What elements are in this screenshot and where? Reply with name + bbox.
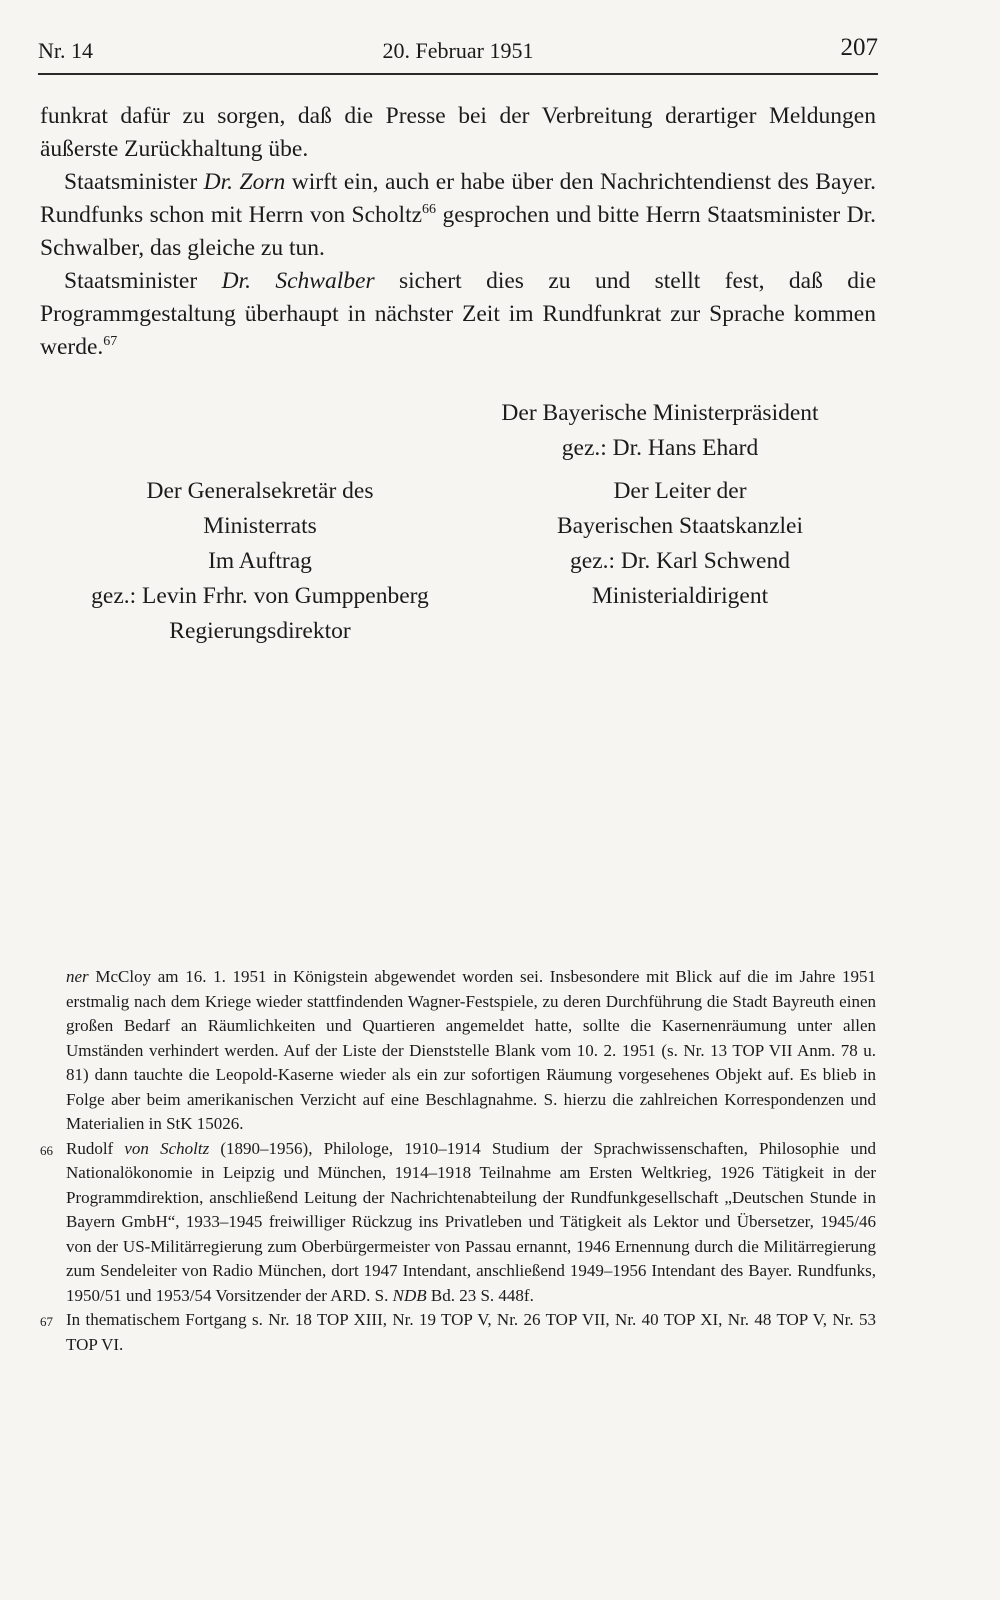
footnote-text: In thematischem Fortgang s. Nr. 18 TOP XIII, Nr. 19 TOP V, Nr. 26 TOP VII, Nr. 40 TOP XI, Nr. 48 TOP V, Nr. 53 TOP VI. <box>66 1310 876 1354</box>
paragraph-1 <box>40 100 876 166</box>
main-text <box>40 100 876 364</box>
header-rule <box>38 73 878 75</box>
paragraph-1-text: funkrat dafür zu sorgen, daß die Presse bei der Verbreitung derartiger Meldungen äußerste Zurückhaltung übe. <box>40 103 876 162</box>
footnote-67 <box>40 1308 876 1357</box>
footnote-text: McCloy am 16. 1. 1951 in Königstein abgewendet worden sei. Insbesondere mit Blick auf die im Jahre 1951 erstmalig nach dem Kriege wieder stattfindenden Wagner-Festspiele, zu deren Durchführung die Stadt Bayreuth einen großen Bedarf an Räumlichkeiten und Quartieren angemeldet hatte, sollte die Kasernenräumung unter allen Umständen verhindert werden. Auf der Liste der Dienststelle Blank vom 10. 2. 1951 (s. Nr. 13 TOP VII Anm. 78 u. 81) dann tauchte die Leopold-Kaserne wieder als ein zur sofortigen Räumung vorgesehenes Objekt auf. Es blieb in Folge aber beim amerikanischen Verzicht auf eine Beschlagnahme. S. hierzu die zahlreichen Korrespondenzen und Materialien in StK 15026. <box>66 967 876 1133</box>
footnote-66 <box>40 1137 876 1309</box>
signature-title: Der Bayerische Ministerpräsident <box>501 400 819 426</box>
speaker-name: Dr. Zorn <box>203 169 286 195</box>
footnote-reference: 67 <box>103 334 118 350</box>
reference-abbreviation: NDB <box>392 1285 427 1305</box>
speaker-name: Dr. Schwalber <box>221 268 375 294</box>
paragraph-3-text-start: Staatsminister <box>64 268 222 294</box>
signature-name: gez.: Dr. Hans Ehard <box>561 435 759 461</box>
signature-line: Der Leiter der <box>613 478 747 504</box>
signature-line: Ministerialdirigent <box>591 583 769 609</box>
running-header <box>38 34 878 70</box>
footnote-text: Rudolf <box>66 1138 125 1158</box>
signature-line: Der Generalsekretär des <box>146 478 374 504</box>
footnote-text: Bd. 23 S. 448f. <box>426 1285 534 1305</box>
document-number: Nr. 14 <box>38 38 93 63</box>
person-name: von Scholtz <box>124 1138 210 1158</box>
footnote-italic-text: ner <box>66 967 89 986</box>
page-number: 207 <box>840 34 878 61</box>
signature-staatskanzlei <box>500 474 860 614</box>
paragraph-2-text-start: Staatsminister <box>64 169 204 195</box>
signature-ministerpraesident <box>470 396 850 466</box>
signature-name: gez.: Dr. Karl Schwend <box>570 548 790 574</box>
signature-line: Ministerrats <box>203 513 317 539</box>
footnote-number: 67 <box>40 1314 53 1329</box>
signature-line: Bayerischen Staatskanzlei <box>556 513 803 539</box>
footnote-continuation <box>40 965 876 1137</box>
signature-line: Regierungsdirektor <box>169 618 351 644</box>
signature-generalsekretaer <box>60 474 460 649</box>
footnote-number: 66 <box>40 1142 53 1158</box>
paragraph-3 <box>40 265 876 364</box>
footnotes <box>40 965 876 1357</box>
footnote-reference: 66 <box>422 202 437 218</box>
signature-line: Im Auftrag <box>208 548 312 574</box>
paragraph-2-text-end: gesprochen und bitte Herrn Staatsminister Dr. Schwalber, das gleiche zu tun. <box>40 202 876 261</box>
paragraph-3-text-end: sichert dies zu und stellt fest, daß die Programmgestaltung überhaupt in nächster Zeit im Rundfunkrat zur Sprache kommen werde. <box>40 268 876 360</box>
paragraph-2 <box>40 166 876 265</box>
paragraph-2-text-mid: wirft ein, auch er habe über den Nachrichtendienst des Bayer. Rundfunks schon mit Herrn von Scholtz <box>40 169 876 228</box>
header-date: 20. Februar 1951 <box>382 38 534 63</box>
footnote-text: (1890–1956), Philologe, 1910–1914 Studium der Sprachwissenschaften, Philosophie und Nationalökonomie in Leipzig und München, 1914–1918 Teilnahme am Ersten Weltkrieg, 1926 Tätigkeit in der Programmdirektion, anschließend Leitung der Nachrichtenabteilung der Rundfunkgesellschaft „Deutschen Stunde in Bayern GmbH“, 1933–1945 freiwilliger Rückzug ins Privatleben und Tätigkeit als Lektor und Übersetzer, 1945/46 von der US-Militärregierung zum Oberbürgermeister von Passau ernannt, 1946 Ernennung durch die Militärregierung zum Sendeleiter von Radio München, dort 1947 Intendant, anschließend 1949–1956 Intendant des Bayer. Rundfunks, 1950/51 und 1953/54 Vorsitzender der ARD. S. <box>66 1138 876 1305</box>
signature-name: gez.: Levin Frhr. von Gumppenberg <box>91 583 429 609</box>
